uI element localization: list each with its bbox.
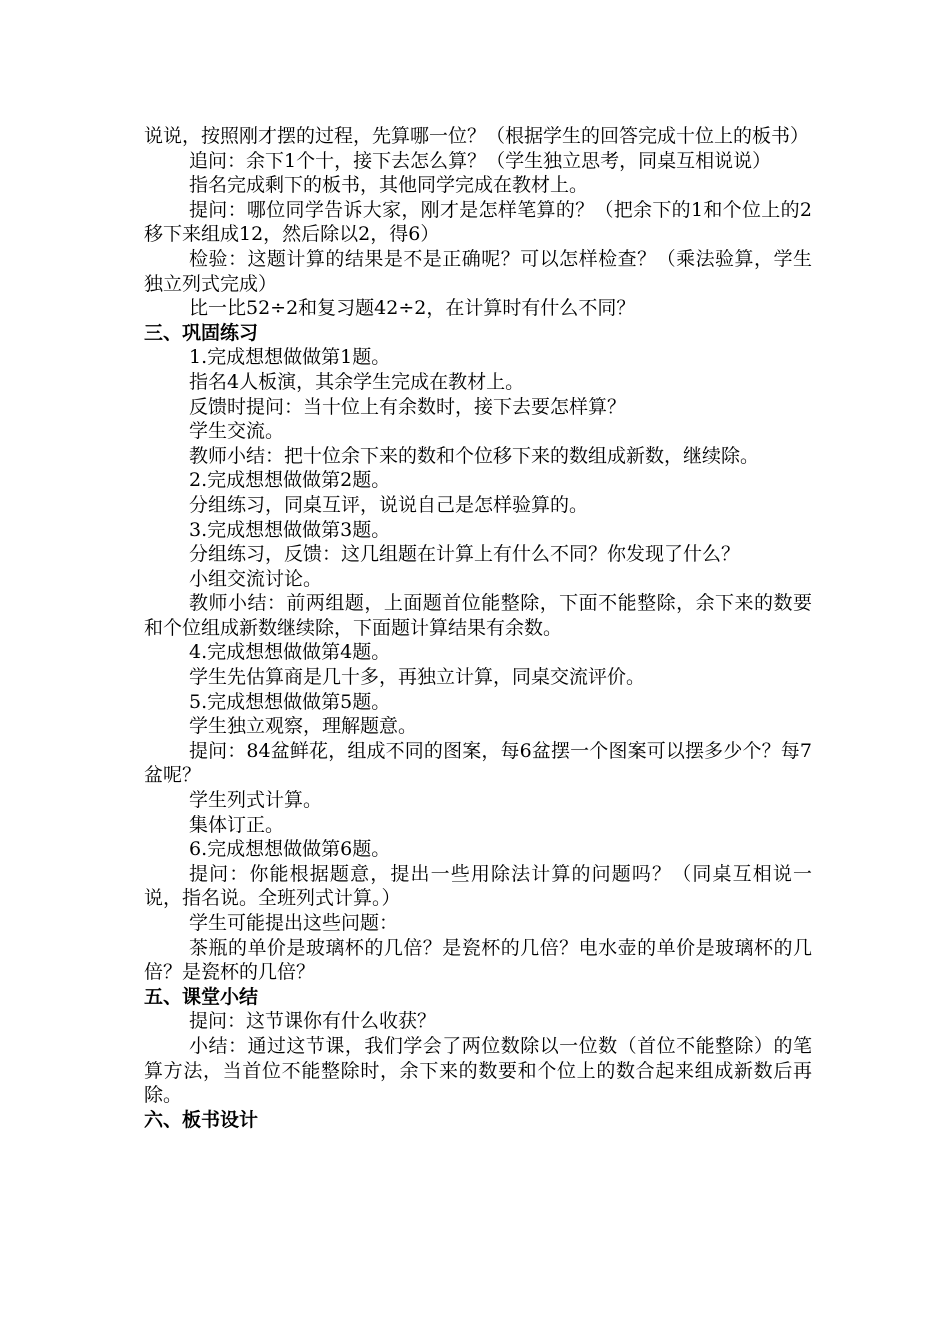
paragraph: 提问：这节课你有什么收获？ bbox=[189, 1010, 437, 1033]
paragraph: 4.完成想想做做第4题。 bbox=[189, 641, 391, 664]
paragraph: 5.完成想想做做第5题。 bbox=[189, 690, 391, 713]
paragraph: 学生独立观察，理解题意。 bbox=[189, 715, 418, 738]
paragraph: 指名完成剩下的板书，其他同学完成在教材上。 bbox=[189, 174, 589, 197]
paragraph: 检验：这题计算的结果是不是正确呢？可以怎样检查？（乘法验算，学生独立列式完成） bbox=[144, 247, 812, 295]
paragraph: 3.完成想想做做第3题。 bbox=[189, 518, 391, 541]
paragraph: 提问：84盆鲜花，组成不同的图案，每6盆摆一个图案可以摆多少个？每7盆呢？ bbox=[144, 739, 812, 787]
paragraph: 提问：哪位同学告诉大家，刚才是怎样笔算的？（把余下的1和个位上的2移下来组成12，然后除以2，得6） bbox=[144, 198, 812, 246]
paragraph: 茶瓶的单价是玻璃杯的几倍？是瓷杯的几倍？电水壶的单价是玻璃杯的几倍？是瓷杯的几倍？ bbox=[144, 936, 812, 984]
paragraph: 2.完成想想做做第2题。 bbox=[189, 469, 391, 492]
paragraph: 说说，按照刚才摆的过程，先算哪一位？（根据学生的回答完成十位上的板书） bbox=[144, 125, 810, 147]
section-heading: 五、课堂小结 bbox=[144, 985, 259, 1008]
paragraph: 比一比52÷2和复习题42÷2，在计算时有什么不同？ bbox=[189, 297, 636, 320]
paragraph: 教师小结：把十位余下来的数和个位移下来的数组成新数，继续除。 bbox=[189, 444, 760, 467]
paragraph: 1.完成想想做做第1题。 bbox=[189, 346, 391, 369]
paragraph: 学生可能提出这些问题： bbox=[189, 912, 399, 934]
paragraph: 学生先估算商是几十多，再独立计算，同桌交流评价。 bbox=[189, 666, 646, 689]
paragraph: 教师小结：前两组题，上面题首位能整除，下面不能整除，余下来的数要和个位组成新数继续除，下面题计算结果有余数。 bbox=[144, 592, 812, 639]
paragraph: 集体订正。 bbox=[189, 813, 285, 836]
paragraph: 反馈时提问：当十位上有余数时，接下去要怎样算？ bbox=[189, 395, 627, 418]
paragraph: 学生交流。 bbox=[189, 420, 285, 443]
paragraph: 分组练习，反馈：这几组题在计算上有什么不同？你发现了什么？ bbox=[189, 543, 741, 566]
paragraph: 追问：余下1个十，接下去怎么算？（学生独立思考，同桌互相说说） bbox=[189, 149, 772, 172]
document-body bbox=[144, 124, 812, 1132]
paragraph: 分组练习，同桌互评，说说自己是怎样验算的。 bbox=[189, 493, 589, 516]
paragraph: 小结：通过这节课，我们学会了两位数除以一位数（首位不能整除）的笔算方法，当首位不能整除时，余下来的数要和个位上的数合起来组成新数后再除。 bbox=[144, 1034, 812, 1107]
paragraph: 6.完成想想做做第6题。 bbox=[189, 838, 391, 861]
section-heading: 六、板书设计 bbox=[144, 1108, 259, 1131]
paragraph: 提问：你能根据题意，提出一些用除法计算的问题吗？（同桌互相说一说，指名说。全班列式计算。） bbox=[144, 862, 812, 910]
paragraph: 学生列式计算。 bbox=[189, 789, 323, 812]
paragraph: 小组交流讨论。 bbox=[189, 567, 323, 590]
paragraph: 指名4人板演，其余学生完成在教材上。 bbox=[189, 370, 525, 393]
section-heading: 三、巩固练习 bbox=[144, 321, 259, 344]
